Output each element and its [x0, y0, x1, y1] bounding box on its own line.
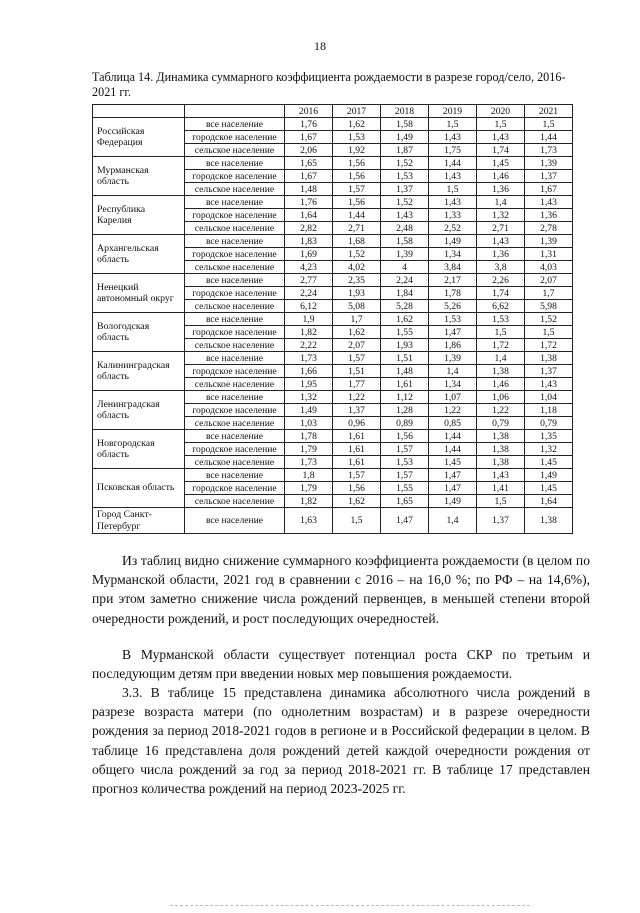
- value-cell: 1,78: [285, 430, 333, 443]
- value-cell: 1,37: [525, 365, 573, 378]
- value-cell: 1,22: [333, 391, 381, 404]
- value-cell: 1,5: [429, 118, 477, 131]
- value-cell: 1,44: [525, 131, 573, 144]
- value-cell: 1,04: [525, 391, 573, 404]
- category-label: все население: [185, 430, 285, 443]
- value-cell: 2,82: [285, 222, 333, 235]
- scan-footer-line: [170, 905, 530, 906]
- value-cell: 1,53: [477, 313, 525, 326]
- value-cell: 1,55: [381, 326, 429, 339]
- value-cell: 0,96: [333, 417, 381, 430]
- value-cell: 1,52: [333, 248, 381, 261]
- value-cell: 1,43: [381, 209, 429, 222]
- value-cell: 1,45: [429, 456, 477, 469]
- category-label: городское население: [185, 443, 285, 456]
- value-cell: 1,53: [429, 313, 477, 326]
- value-cell: 1,36: [477, 183, 525, 196]
- category-label: все население: [185, 508, 285, 534]
- value-cell: 2,24: [381, 274, 429, 287]
- value-cell: 1,36: [525, 209, 573, 222]
- value-cell: 1,8: [285, 469, 333, 482]
- value-cell: 1,37: [477, 508, 525, 534]
- value-cell: 1,82: [285, 495, 333, 508]
- value-cell: 1,53: [381, 170, 429, 183]
- value-cell: 1,57: [381, 443, 429, 456]
- value-cell: 1,73: [285, 352, 333, 365]
- value-cell: 1,47: [429, 326, 477, 339]
- value-cell: 1,38: [477, 430, 525, 443]
- value-cell: 1,43: [477, 235, 525, 248]
- value-cell: 4,03: [525, 261, 573, 274]
- page-number: 18: [314, 39, 326, 53]
- category-label: все население: [185, 313, 285, 326]
- category-label: городское население: [185, 170, 285, 183]
- value-cell: 1,22: [429, 404, 477, 417]
- table-row: [93, 274, 573, 287]
- value-cell: 4,02: [333, 261, 381, 274]
- category-label: городское население: [185, 482, 285, 495]
- table-row: [93, 391, 573, 404]
- value-cell: 1,62: [333, 326, 381, 339]
- paragraph-section-3-3: [92, 683, 590, 798]
- value-cell: 0,79: [525, 417, 573, 430]
- value-cell: 1,43: [429, 196, 477, 209]
- value-cell: 1,03: [285, 417, 333, 430]
- value-cell: 1,39: [525, 235, 573, 248]
- value-cell: 1,62: [381, 313, 429, 326]
- value-cell: 1,43: [429, 131, 477, 144]
- category-label: городское население: [185, 248, 285, 261]
- value-cell: 1,73: [525, 144, 573, 157]
- value-cell: 1,67: [285, 170, 333, 183]
- category-label: сельское население: [185, 378, 285, 391]
- paragraph-text: Из таблиц видно снижение суммарного коэффициента рождаемости (в целом по Мурманской области, 2021 год в сравнении с 2016 – на 16,0 %; по РФ – на 14,6%), при этом заметно снижение числа рождений первенцев, в меньшей степени второй очередности рождений, и рост последующих очередностей.: [92, 553, 590, 626]
- value-cell: 1,69: [285, 248, 333, 261]
- value-cell: 1,74: [477, 144, 525, 157]
- value-cell: 4: [381, 261, 429, 274]
- value-cell: 1,56: [333, 170, 381, 183]
- value-cell: 1,4: [477, 196, 525, 209]
- value-cell: 0,89: [381, 417, 429, 430]
- category-label: городское население: [185, 326, 285, 339]
- value-cell: 1,95: [285, 378, 333, 391]
- year-header: 2020: [477, 105, 525, 118]
- value-cell: 1,38: [477, 365, 525, 378]
- value-cell: 1,34: [429, 248, 477, 261]
- table-row: [93, 352, 573, 365]
- category-label: все население: [185, 196, 285, 209]
- category-label: сельское население: [185, 495, 285, 508]
- value-cell: 1,38: [525, 508, 573, 534]
- value-cell: 2,71: [333, 222, 381, 235]
- value-cell: 1,56: [333, 157, 381, 170]
- table-row: [93, 313, 573, 326]
- value-cell: 5,26: [429, 300, 477, 313]
- value-cell: 1,87: [381, 144, 429, 157]
- category-label: все население: [185, 391, 285, 404]
- category-label: все население: [185, 118, 285, 131]
- category-label: сельское население: [185, 456, 285, 469]
- value-cell: 1,45: [477, 157, 525, 170]
- value-cell: 2,52: [429, 222, 477, 235]
- value-cell: 5,98: [525, 300, 573, 313]
- value-cell: 1,79: [285, 443, 333, 456]
- region-name: Мурманская область: [93, 157, 185, 196]
- value-cell: 2,35: [333, 274, 381, 287]
- value-cell: 1,52: [525, 313, 573, 326]
- value-cell: 1,56: [333, 482, 381, 495]
- value-cell: 1,63: [285, 508, 333, 534]
- value-cell: 1,76: [285, 118, 333, 131]
- value-cell: 1,38: [525, 352, 573, 365]
- value-cell: 1,4: [477, 352, 525, 365]
- region-name: Ленинградская область: [93, 391, 185, 430]
- value-cell: 1,83: [285, 235, 333, 248]
- value-cell: 0,79: [477, 417, 525, 430]
- category-label: городское население: [185, 131, 285, 144]
- table-row: [93, 430, 573, 443]
- value-cell: 1,4: [429, 365, 477, 378]
- value-cell: 1,4: [429, 508, 477, 534]
- value-cell: 1,64: [525, 495, 573, 508]
- value-cell: 1,38: [477, 443, 525, 456]
- value-cell: 6,62: [477, 300, 525, 313]
- category-label: сельское население: [185, 144, 285, 157]
- value-cell: 1,07: [429, 391, 477, 404]
- value-cell: 1,68: [333, 235, 381, 248]
- paragraph-text: 3.3. В таблице 15 представлена динамика абсолютного числа рождений в разрезе возраста матери (по однолетним возрастам) и в разрезе очередности рождения за период 2018-2021 годов в регионе и в Российской федерации в целом. В таблице 16 представлена доля рождений детей каждой очередности рождения от общего числа рождений за год за период 2018-2021 гг. В таблице 17 представлен прогноз количества рождений на период 2023-2025 гг.: [92, 685, 590, 797]
- value-cell: 1,77: [333, 378, 381, 391]
- value-cell: 1,58: [381, 235, 429, 248]
- value-cell: 2,77: [285, 274, 333, 287]
- value-cell: 1,93: [381, 339, 429, 352]
- value-cell: 1,7: [525, 287, 573, 300]
- value-cell: 1,33: [429, 209, 477, 222]
- value-cell: 1,75: [429, 144, 477, 157]
- value-cell: 1,67: [525, 183, 573, 196]
- value-cell: 1,43: [525, 378, 573, 391]
- value-cell: 1,32: [477, 209, 525, 222]
- table-row: [93, 196, 573, 209]
- category-label: сельское население: [185, 183, 285, 196]
- fertility-table: [92, 104, 573, 534]
- value-cell: 1,43: [477, 131, 525, 144]
- value-cell: 1,64: [285, 209, 333, 222]
- paragraph-text: В Мурманской области существует потенциал роста СКР по третьим и последующим детям при введении новых мер повышения рождаемости.: [92, 647, 590, 682]
- value-cell: 4,23: [285, 261, 333, 274]
- value-cell: 1,32: [285, 391, 333, 404]
- value-cell: 1,57: [333, 469, 381, 482]
- value-cell: 1,57: [333, 352, 381, 365]
- category-label: все население: [185, 157, 285, 170]
- value-cell: 1,49: [429, 235, 477, 248]
- value-cell: 2,06: [285, 144, 333, 157]
- value-cell: 2,22: [285, 339, 333, 352]
- region-name: Вологодская область: [93, 313, 185, 352]
- value-cell: 1,45: [525, 456, 573, 469]
- year-header: 2019: [429, 105, 477, 118]
- value-cell: 1,76: [285, 196, 333, 209]
- value-cell: 3,8: [477, 261, 525, 274]
- year-header: 2018: [381, 105, 429, 118]
- value-cell: 1,67: [285, 131, 333, 144]
- value-cell: 1,39: [429, 352, 477, 365]
- value-cell: 1,22: [477, 404, 525, 417]
- value-cell: 1,47: [429, 482, 477, 495]
- category-label: все население: [185, 235, 285, 248]
- category-label: городское население: [185, 404, 285, 417]
- value-cell: 1,49: [381, 131, 429, 144]
- table-row: [93, 157, 573, 170]
- table-caption: Таблица 14. Динамика суммарного коэффициента рождаемости в разрезе город/село, 2016-2021 гг.: [92, 70, 566, 99]
- value-cell: 1,38: [477, 456, 525, 469]
- category-label: все население: [185, 274, 285, 287]
- table-row: [93, 118, 573, 131]
- value-cell: 1,31: [525, 248, 573, 261]
- value-cell: 0,85: [429, 417, 477, 430]
- value-cell: 1,51: [381, 352, 429, 365]
- value-cell: 1,28: [381, 404, 429, 417]
- value-cell: 1,47: [429, 469, 477, 482]
- region-name: Республика Карелия: [93, 196, 185, 235]
- category-label: сельское население: [185, 261, 285, 274]
- paragraph-potential: [92, 645, 590, 683]
- value-cell: 1,44: [429, 430, 477, 443]
- category-label: городское население: [185, 365, 285, 378]
- value-cell: 6,12: [285, 300, 333, 313]
- value-cell: 1,5: [477, 495, 525, 508]
- value-cell: 1,37: [333, 404, 381, 417]
- value-cell: 1,43: [477, 469, 525, 482]
- value-cell: 1,48: [285, 183, 333, 196]
- value-cell: 1,44: [429, 443, 477, 456]
- value-cell: 1,61: [381, 378, 429, 391]
- value-cell: 1,35: [525, 430, 573, 443]
- region-name: Новгородская область: [93, 430, 185, 469]
- value-cell: 1,55: [381, 482, 429, 495]
- value-cell: 1,86: [429, 339, 477, 352]
- value-cell: 1,51: [333, 365, 381, 378]
- value-cell: 1,73: [285, 456, 333, 469]
- value-cell: 1,84: [381, 287, 429, 300]
- value-cell: 1,58: [381, 118, 429, 131]
- value-cell: 1,52: [381, 157, 429, 170]
- value-cell: 2,26: [477, 274, 525, 287]
- value-cell: 1,46: [477, 378, 525, 391]
- region-name: Российская Федерация: [93, 118, 185, 157]
- year-header: 2021: [525, 105, 573, 118]
- category-label: городское население: [185, 209, 285, 222]
- region-name: Ненецкий автономный округ: [93, 274, 185, 313]
- value-cell: 1,37: [381, 183, 429, 196]
- value-cell: 1,5: [525, 326, 573, 339]
- value-cell: 1,65: [381, 495, 429, 508]
- value-cell: 1,39: [381, 248, 429, 261]
- value-cell: 1,43: [429, 170, 477, 183]
- region-name: Город Санкт-Петербург: [93, 508, 185, 534]
- value-cell: 1,66: [285, 365, 333, 378]
- value-cell: 1,43: [525, 196, 573, 209]
- value-cell: 2,24: [285, 287, 333, 300]
- value-cell: 2,48: [381, 222, 429, 235]
- category-label: сельское население: [185, 339, 285, 352]
- value-cell: 1,49: [285, 404, 333, 417]
- value-cell: 2,17: [429, 274, 477, 287]
- value-cell: 2,71: [477, 222, 525, 235]
- value-cell: 1,32: [525, 443, 573, 456]
- value-cell: 1,62: [333, 495, 381, 508]
- category-label: сельское население: [185, 300, 285, 313]
- value-cell: 1,53: [333, 131, 381, 144]
- value-cell: 1,18: [525, 404, 573, 417]
- value-cell: 1,44: [333, 209, 381, 222]
- value-cell: 1,5: [429, 183, 477, 196]
- value-cell: 1,7: [333, 313, 381, 326]
- table-row: [93, 508, 573, 534]
- header-blank-category: [185, 105, 285, 118]
- value-cell: 2,07: [333, 339, 381, 352]
- value-cell: 1,12: [381, 391, 429, 404]
- value-cell: 1,49: [429, 495, 477, 508]
- paragraph-conclusion: [92, 551, 590, 628]
- value-cell: 1,36: [477, 248, 525, 261]
- header-row: [93, 105, 573, 118]
- category-label: сельское население: [185, 222, 285, 235]
- value-cell: 1,56: [381, 430, 429, 443]
- value-cell: 1,72: [477, 339, 525, 352]
- value-cell: 1,79: [285, 482, 333, 495]
- value-cell: 1,82: [285, 326, 333, 339]
- value-cell: 1,9: [285, 313, 333, 326]
- header-blank-region: [93, 105, 185, 118]
- value-cell: 1,57: [381, 469, 429, 482]
- value-cell: 1,5: [477, 118, 525, 131]
- value-cell: 1,52: [381, 196, 429, 209]
- region-name: Калининградская область: [93, 352, 185, 391]
- value-cell: 1,41: [477, 482, 525, 495]
- value-cell: 1,93: [333, 287, 381, 300]
- category-label: все население: [185, 469, 285, 482]
- value-cell: 1,34: [429, 378, 477, 391]
- value-cell: 1,61: [333, 456, 381, 469]
- value-cell: 1,39: [525, 157, 573, 170]
- value-cell: 1,92: [333, 144, 381, 157]
- value-cell: 1,74: [477, 287, 525, 300]
- value-cell: 5,08: [333, 300, 381, 313]
- value-cell: 1,46: [477, 170, 525, 183]
- table-row: [93, 469, 573, 482]
- table-row: [93, 235, 573, 248]
- value-cell: 1,53: [381, 456, 429, 469]
- category-label: все население: [185, 352, 285, 365]
- value-cell: 1,61: [333, 430, 381, 443]
- value-cell: 1,56: [333, 196, 381, 209]
- value-cell: 1,45: [525, 482, 573, 495]
- value-cell: 1,78: [429, 287, 477, 300]
- value-cell: 1,62: [333, 118, 381, 131]
- year-header: 2016: [285, 105, 333, 118]
- table-body: [93, 118, 573, 534]
- value-cell: 5,28: [381, 300, 429, 313]
- value-cell: 1,5: [333, 508, 381, 534]
- value-cell: 1,47: [381, 508, 429, 534]
- value-cell: 3,84: [429, 261, 477, 274]
- value-cell: 1,61: [333, 443, 381, 456]
- value-cell: 1,44: [429, 157, 477, 170]
- value-cell: 1,65: [285, 157, 333, 170]
- category-label: городское население: [185, 287, 285, 300]
- value-cell: 1,57: [333, 183, 381, 196]
- region-name: Псковская область: [93, 469, 185, 508]
- value-cell: 1,06: [477, 391, 525, 404]
- value-cell: 1,5: [525, 118, 573, 131]
- region-name: Архангельская область: [93, 235, 185, 274]
- category-label: сельское население: [185, 417, 285, 430]
- value-cell: 1,72: [525, 339, 573, 352]
- value-cell: 2,78: [525, 222, 573, 235]
- value-cell: 1,37: [525, 170, 573, 183]
- year-header: 2017: [333, 105, 381, 118]
- value-cell: 1,5: [477, 326, 525, 339]
- value-cell: 2,07: [525, 274, 573, 287]
- value-cell: 1,49: [525, 469, 573, 482]
- value-cell: 1,48: [381, 365, 429, 378]
